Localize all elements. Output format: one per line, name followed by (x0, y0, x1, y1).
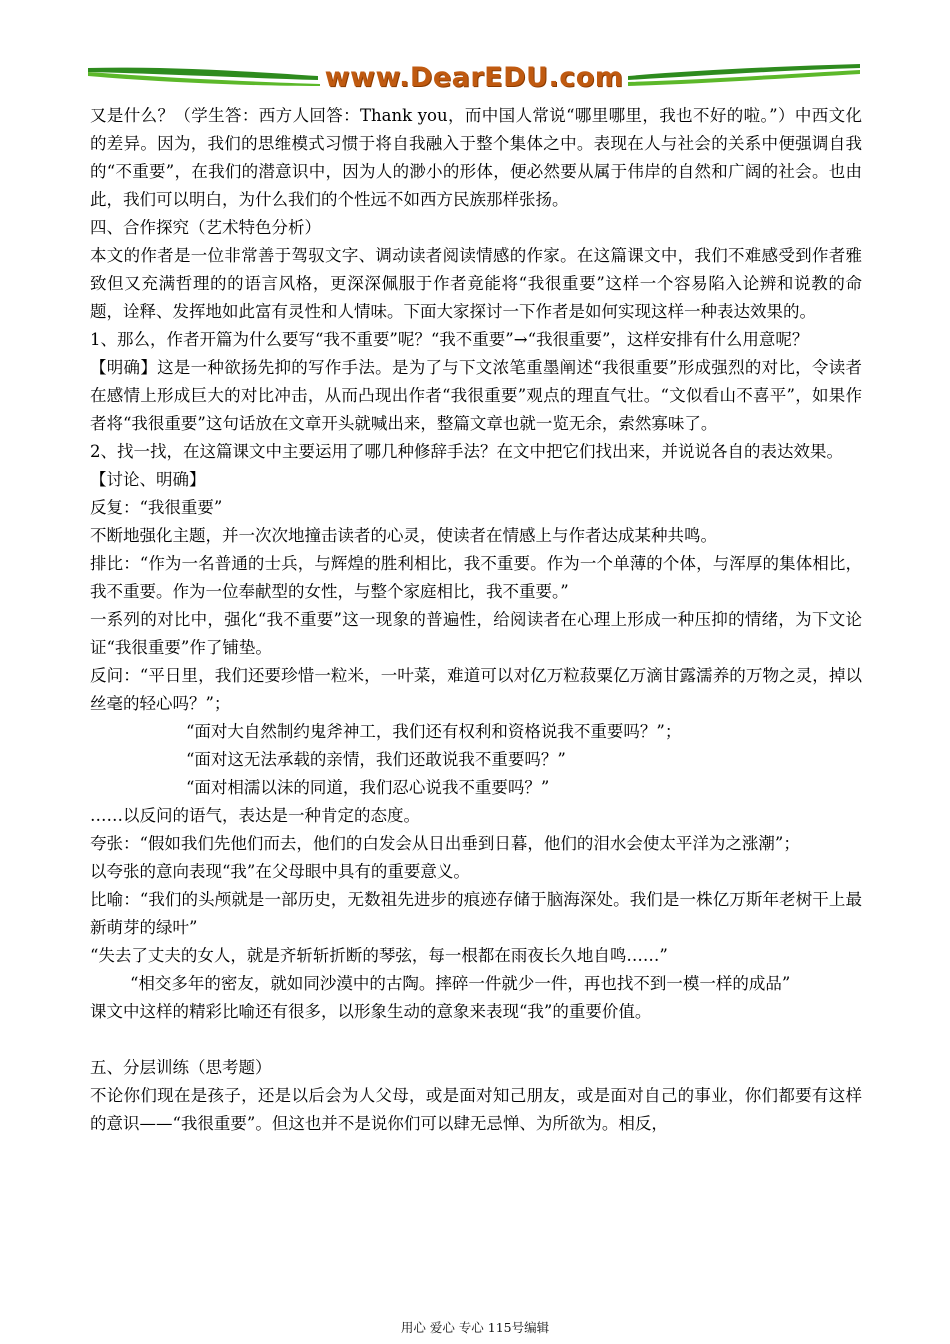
question-1: 1、那么，作者开篇为什么要写“我不重要”呢？“我不重要”→“我很重要”，这样安排有什么用意呢？ (90, 330, 809, 349)
paragraph: ……以反问的语气，表达是一种肯定的态度。 (90, 806, 420, 825)
indented-quote: “面对这无法承载的亲情，我们还敢说我不重要吗？” (186, 750, 566, 769)
repetition-label: 反复：“我很重要” (90, 498, 223, 517)
exaggeration-quote: 夸张：“假如我们先他们而去，他们的白发会从日出垂到日暮，他们的泪水会使太平洋为之涨潮”； (90, 834, 800, 853)
blank-line (90, 1026, 862, 1054)
parallelism-quote: 排比：“作为一名普通的士兵，与辉煌的胜利相比，我不重要。作为一个单薄的个体，与浑厚的集体相比，我不重要。作为一位奉献型的女性，与整个家庭相比，我不重要。” (90, 554, 862, 601)
paragraph: 不论你们现在是孩子，还是以后会为人父母，或是面对知己朋友，或是面对自己的事业，你们都要有这样的意识——“我很重要”。但这也并不是说你们可以肆无忌惮、为所欲为。相反， (90, 1086, 862, 1133)
paragraph: 课文中这样的精彩比喻还有很多，以形象生动的意象来表现“我”的重要价值。 (90, 1002, 652, 1021)
quote: “失去了丈夫的女人，就是齐斩斩折断的琴弦，每一根都在雨夜长久地自鸣……” (90, 946, 668, 965)
paragraph-intro: 又是什么？（学生答：西方人回答：Thank you，而中国人常说“哪里哪里，我也不好的啦。”）中西文化的差异。因为，我们的思维模式习惯于将自我融入于整个集体之中。表现在人与社会的关系中便强调自我的“不重要”，在我们的潜意识中，因为人的渺小的形体，便必然要从属于伟岸的自然和广阔的社会。也由此，我们可以明白，为什么我们的个性远不如西方民族那样张扬。 (90, 106, 862, 209)
discussion-label: 【讨论、明确】 (90, 470, 206, 489)
indented-quote: “面对相濡以沫的同道，我们忍心说我不重要吗？” (186, 778, 550, 797)
question-2: 2、找一找，在这篇课文中主要运用了哪几种修辞手法？在文中把它们找出来，并说说各自的表达效果。 (90, 442, 843, 461)
paragraph: 不断地强化主题，并一次次地撞击读者的心灵，使读者在情感上与作者达成某种共鸣。 (90, 526, 717, 545)
page-footer: 用心 爱心 专心 115号编辑 (400, 1320, 550, 1335)
section-heading-4: 四、合作探究（艺术特色分析） (90, 218, 321, 237)
site-name[interactable]: www.DearEDU.com (324, 62, 624, 93)
paragraph: 以夸张的意向表现“我”在父母眼中具有的重要意义。 (90, 862, 470, 881)
section-heading-5: 五、分层训练（思考题） (90, 1058, 272, 1077)
site-header-banner (88, 58, 860, 98)
indented-quote: “相交多年的密友，就如同沙漠中的古陶。摔碎一件就少一件，再也找不到一模一样的成品” (130, 974, 791, 993)
answer-1: 【明确】这是一种欲扬先抑的写作手法。是为了与下文浓笔重墨阐述“我很重要”形成强烈的对比，令读者在感情上形成巨大的对比冲击，从而凸现出作者“我很重要”观点的理直气壮。“文似看山不喜平”，如果作者将“我很重要”这句话放在文章开头就喊出来，整篇文章也就一览无余，索然寡味了。 (90, 358, 862, 433)
metaphor-quote: 比喻：“我们的头颅就是一部历史，无数祖先进步的痕迹存储于脑海深处。我们是一株亿万斯年老树干上最新萌芽的绿叶” (90, 890, 862, 937)
paragraph: 一系列的对比中，强化“我不重要”这一现象的普遍性，给阅读者在心理上形成一种压抑的情绪，为下文论证“我很重要”作了铺垫。 (90, 610, 862, 657)
indented-quote: “面对大自然制约鬼斧神工，我们还有权利和资格说我不重要吗？”； (186, 722, 682, 741)
rhetorical-question-quote: 反问：“平日里，我们还要珍惜一粒米，一叶菜，难道可以对亿万粒菽粟亿万滴甘露濡养的万物之灵，掉以丝毫的轻心吗？”； (90, 666, 862, 713)
document-body (90, 102, 862, 1138)
paragraph: 本文的作者是一位非常善于驾驭文字、调动读者阅读情感的作家。在这篇课文中，我们不难感受到作者雅致但又充满哲理的的语言风格，更深深佩服于作者竟能将“我很重要”这样一个容易陷入论辨和说教的命题，诠释、发挥地如此富有灵性和人情味。下面大家探讨一下作者是如何实现这样一种表达效果的。 (90, 246, 862, 321)
